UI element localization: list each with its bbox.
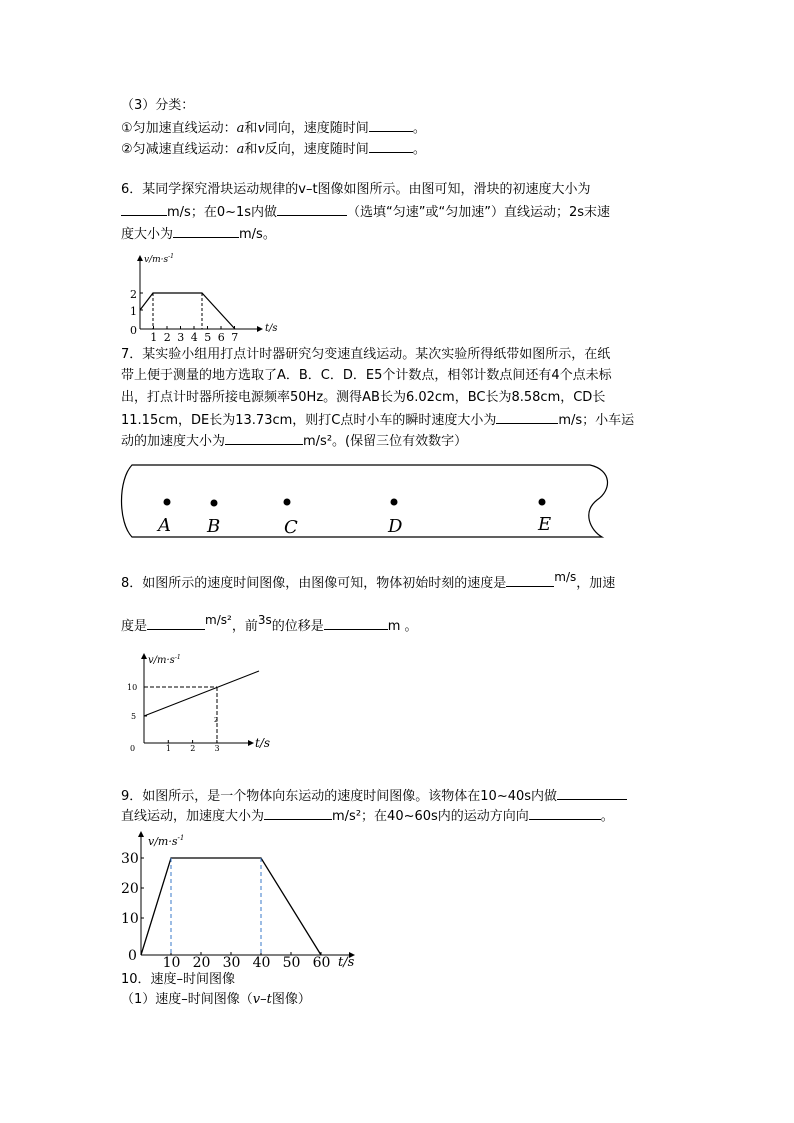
acc-a: a — [236, 121, 245, 136]
label-a: A — [158, 515, 171, 536]
answer-blank[interactable] — [324, 615, 388, 630]
y-tick-label: 10 — [127, 683, 138, 692]
vt-line — [141, 858, 321, 955]
q10-sub-a: （1）速度–时间图像（ — [121, 992, 253, 1007]
q8-l2c: ，前 — [231, 619, 258, 634]
y-tick-label: 20 — [121, 881, 139, 897]
q6-l3b: m/s。 — [239, 227, 276, 242]
x-tick-label: 5 — [204, 331, 212, 344]
dec-rest: 反向，速度随时间 — [264, 142, 369, 157]
q8-l1a: 8．如图所示的速度时间图像，由图像可知，物体初始时刻的速度是 — [121, 576, 507, 591]
q10-title: 10．速度–时间图像 — [121, 972, 236, 987]
acc-end: 。 — [412, 121, 426, 136]
answer-blank[interactable] — [147, 615, 205, 630]
answer-blank[interactable] — [529, 805, 601, 820]
x-tick-label: 7 — [231, 331, 239, 344]
vt-line — [140, 293, 235, 329]
x-tick-label: 3 — [214, 744, 220, 753]
sec3-title: （3）分类： — [121, 98, 195, 113]
dec-v: v — [257, 142, 265, 157]
y-tick-label: 2 — [130, 288, 137, 301]
x-tick-label: 4 — [190, 331, 198, 344]
acc-he: 和 — [244, 121, 258, 136]
q9-l2c: 。 — [600, 809, 614, 824]
y-tick-label: 0 — [130, 324, 137, 337]
answer-blank[interactable] — [173, 223, 239, 238]
q9-line1 — [121, 785, 627, 807]
x-tick-label: 40 — [252, 955, 271, 971]
y-tick-label: 0 — [128, 948, 137, 964]
q7-line5 — [121, 430, 467, 452]
dec-a: a — [236, 142, 245, 157]
x-tick-label: 2 — [190, 744, 196, 753]
q6-line1: 6．某同学探究滑块运动规律的v–t图像如图所示。由图可知，滑块的初速度大小为 — [121, 182, 591, 197]
q6-vt-graph — [122, 252, 282, 344]
q8-l2a: 度是 — [121, 619, 148, 634]
answer-blank[interactable] — [369, 117, 413, 132]
q10-sub-v: v–t — [252, 992, 272, 1007]
x-ticks — [166, 740, 220, 753]
guide-mark: 2 — [214, 717, 218, 724]
q7-line2: 带上便于测量的地方选取了A．B．C．D．E5个计数点，相邻计数点间还有4个点未标 — [121, 368, 612, 383]
answer-blank[interactable] — [506, 572, 554, 587]
dot-a — [164, 499, 171, 506]
x-tick-label: 30 — [222, 955, 241, 971]
q9-l2b: m/s²；在40~60s内的运动方向向 — [332, 809, 529, 824]
q6-l2a: m/s；在0~1s内做 — [167, 205, 278, 220]
y-tick-label: 10 — [121, 911, 139, 927]
label-d: D — [388, 516, 403, 537]
q10-sub-b: 图像） — [271, 992, 311, 1007]
q6-line2 — [121, 201, 610, 223]
q6-l2b: （选填“匀速”或“匀加速”）直线运动；2s末速 — [347, 205, 611, 220]
vt-line — [144, 671, 259, 716]
q7-l5b: m/s²。(保留三位有效数字） — [303, 434, 468, 449]
y-axis-label: $v/m\cdot s^{-1}$ — [144, 253, 174, 265]
q8-l1b: m/s — [554, 570, 577, 584]
q8-l2f: m 。 — [387, 619, 418, 634]
x-tick-label: 2 — [163, 331, 171, 344]
label-e: E — [538, 514, 552, 535]
dec-end: 。 — [412, 142, 426, 157]
dot-d — [391, 499, 398, 506]
q9-l2a: 直线运动，加速度大小为 — [121, 809, 265, 824]
q7-l4b: m/s；小车运 — [558, 413, 635, 428]
x-tick-label: 60 — [312, 955, 331, 971]
answer-blank[interactable] — [225, 430, 303, 445]
x-tick-label: 10 — [162, 955, 181, 971]
dec-he: 和 — [244, 142, 258, 157]
q8-line2 — [121, 610, 418, 637]
x-axis-label: t/s — [255, 736, 271, 750]
x-tick-label: 1 — [165, 744, 171, 753]
q8-vt-graph — [125, 650, 285, 755]
answer-blank[interactable] — [264, 805, 332, 820]
y-axis-label: $v/m\cdot s^{-1}$ — [148, 834, 185, 848]
sec3-accelerate — [121, 117, 426, 139]
answer-blank[interactable] — [369, 138, 413, 153]
q8-l1c: ，加速 — [576, 576, 616, 591]
q10-sub — [121, 990, 311, 1010]
x-tick-label: 6 — [217, 331, 225, 344]
y-tick-label: 1 — [130, 305, 137, 318]
q8-l2b: m/s² — [205, 613, 232, 627]
answer-blank[interactable] — [557, 785, 627, 800]
q9-vt-graph — [118, 828, 368, 971]
paper-tape — [120, 460, 612, 542]
q8-l2d: 3s — [257, 613, 272, 627]
acc-v: v — [257, 121, 265, 136]
dec-prefix: ②匀减速直线运动： — [121, 142, 237, 157]
q7-l5a: 动的加速度大小为 — [121, 434, 226, 449]
q7-line1: 7．某实验小组用打点计时器研究匀变速直线运动。某次实验所得纸带如图所示，在纸 — [121, 347, 611, 362]
y-axis-label: $v/m\cdot s^{-1}$ — [148, 654, 181, 666]
x-axis-label: t/s — [265, 323, 278, 334]
x-tick-label: 3 — [177, 331, 185, 344]
q9-l1: 9．如图所示，是一个物体向东运动的速度时间图像。该物体在10~40s内做 — [121, 789, 558, 804]
dot-b — [211, 500, 218, 507]
answer-blank[interactable] — [121, 201, 167, 216]
dot-c — [284, 499, 291, 506]
q6-l3a: 度大小为 — [121, 227, 174, 242]
answer-blank[interactable] — [496, 409, 558, 424]
q9-line2 — [121, 805, 614, 827]
y-tick-label: 0 — [130, 744, 136, 753]
x-tick-label: 20 — [192, 955, 211, 971]
acc-rest: 同向，速度随时间 — [264, 121, 369, 136]
sec3-decelerate — [121, 138, 426, 160]
q7-l4a: 11.15cm，DE长为13.73cm，则打C点时小车的瞬时速度大小为 — [121, 413, 497, 428]
x-axis-label: t/s — [338, 955, 355, 970]
y-tick-label: 30 — [121, 851, 139, 867]
x-tick-label: 50 — [282, 955, 301, 971]
dot-e — [539, 499, 546, 506]
tape-outline — [122, 465, 608, 537]
acc-prefix: ①匀加速直线运动： — [121, 121, 237, 136]
x-tick-label: 1 — [150, 331, 158, 344]
q8-line1 — [121, 567, 615, 594]
label-c: C — [284, 517, 298, 538]
answer-blank[interactable] — [277, 201, 347, 216]
q7-line4 — [121, 409, 634, 431]
label-b: B — [207, 516, 221, 537]
q6-line3 — [121, 223, 276, 245]
y-tick-label: 5 — [131, 712, 137, 721]
q8-l2e: 的位移是 — [271, 619, 324, 634]
q7-line3: 出，打点计时器所接电源频率50Hz。测得AB长为6.02cm，BC长为8.58cm，CD长 — [121, 390, 606, 405]
